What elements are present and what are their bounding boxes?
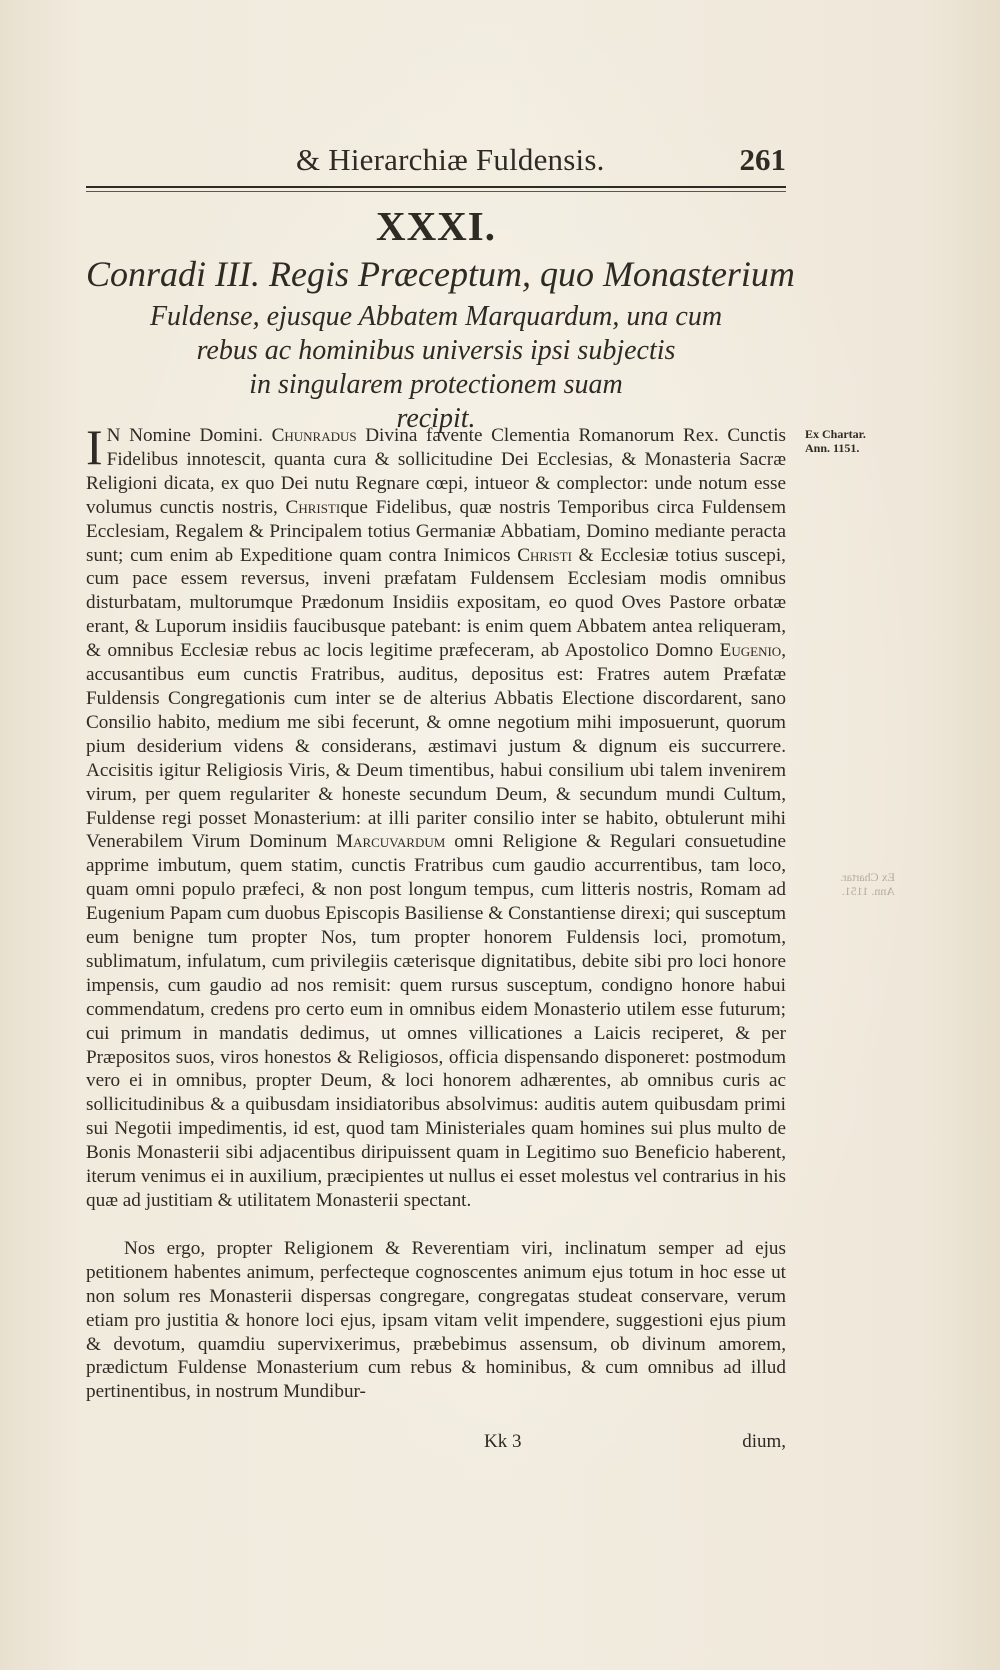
paragraph	[86, 419, 786, 1213]
text-run: & Ecclesiæ totius suscepi, cum pace essem reversus, inveni præfatam Fuldensem Ecclesiam modis omnibus disturbatam, multorumque Prædonum Insidiis expositam, eo quod Oves Pastore orbatæ erant, & Luporum insidiis faucibusque patebant: is enim quem Abbatem antea reliqueram, & omnibus Ecclesiæ rebus ac locis legitime præfeceram, ab Apostolico Domno	[86, 544, 786, 662]
small-caps-name: Chunradus	[271, 425, 357, 446]
page-footer	[86, 1431, 786, 1459]
small-caps-name: Eugenio	[719, 640, 782, 662]
body-text	[86, 419, 786, 1404]
page-number: 261	[739, 142, 786, 177]
margin-note-line: Ex Chartar.	[840, 870, 895, 884]
small-caps-name: Christi	[285, 496, 341, 518]
header-rule-thin	[86, 191, 786, 192]
title-line: rebus ac hominibus universis ipsi subjectis	[196, 335, 676, 366]
paragraph: Nos ergo, propter Religionem & Reverentiam viri, inclinatum semper ad ejus petitionem habentes animum, perfecteque cognoscentes animum ejus totum in hoc esse ut non solum res Monasterii dispersas congregare, congregatas studeat conservare, verum etiam pro justitia & honore loci ejus, ipsam vitam velit impendere, suggestioni ejus pium & devotum, quamdiu supervixerimus, præbebimus assensum, ob divinum amorem, prædictum Fuldense Monasterium cum rebus & hominibus, & cum omnibus ad illud pertinentibus, in nostrum Mundibur-	[86, 1237, 786, 1403]
text-run: , accusantibus eum cunctis Fratribus, auditus, depositus est: Fratres autem Præfatæ Fuldensis Congregationis cum inter se de alterius Abbatis Electione discordarent, sano Consilio habito, medium me sibi fecerunt, & omne negotium mihi imposuerunt, quorum pium desiderium videns & considerans, æstimavi justum & dignum eis succurrere. Accisitis igitur Religiosis Viris, & Deum timentibus, habui consilium ubi talem invenirem virum, per quem regulariter & honeste secundum Deum, & secundum mundi Cultum, Fuldense regi posset Monasterium: at illi pariter consilio inter se habito, obtulerunt mihi Venerabilem Virum Dominum	[86, 640, 786, 853]
document-title	[86, 254, 795, 439]
page-header	[86, 138, 786, 184]
document-number: XXXI.	[375, 203, 497, 249]
title-line: Conradi III. Regis Præceptum, quo Monasterium	[86, 254, 795, 294]
margin-bleed-through-note	[805, 870, 895, 898]
margin-note-line: Ann. 1151.	[805, 441, 860, 455]
text-run: omni Religione & Regulari consuetudine apprime imbutum, quem statim, cunctis Fratribus cum gaudio accurrentibus, tam loco, quam omni populo præfeci, & non post longum tempus, cum litteris nostris, Romam ad Eugenium Papam cum duobus Episcopis Basiliense & Constantiense direxi; qui susceptum eum benigne tum propter Nos, tum propter honorem Fuldensis loci, promotum, sublimatum, infulatum, cum privilegiis cæterisque dignitatibus, debite sibi pro loci honore impensis, cum gaudio ad nos remisit: quem rursus susceptum, condigno honore habui commendatum, credens pro certo eum in omnibus eidem Monasterio utilem esse futurum; cui primum in mandatis dedimus, ut omnes villicationes a Laicis reciperet, & per Præpositos suos, viros honestos & Religiosos, officia dispensando disponeret: postmodum vero ei in omnibus, propter Deum, & loci honorem adhærentes, ab omnibus curis ac sollicitudinibus & a quibusdam insidiatoribus absolvimus: auditis autem quibusdam primi sui Negotii impedimentis, id est, quod tam Ministeriales quam homines sui plus multo de Bonis Monasterii sibi adjacentibus diripuissent quam in Legitimo suo Beneficio haberent, iterum venimus ei in auxilium, præcipientes ut nullus ei esset molestus vel contrarius in his quæ ad justitiam & utilitatem Monasterii spectant.	[86, 831, 786, 1211]
title-line: recipit.	[396, 403, 476, 434]
header-rule	[86, 186, 786, 188]
margin-note-line: Ann. 1151.	[841, 884, 895, 898]
drop-cap: I	[86, 419, 103, 475]
text-run: que Fidelibus, quæ nostris Temporibus circa Fuldensem Ecclesiam, Regalem & Principalem totius Germaniæ Abbatiam, Domino mediante peracta sunt; cum enim ab Expeditione quam contra Inimicos	[86, 496, 786, 566]
text-run: N Nomine Domini.	[106, 425, 272, 446]
running-head: & Hierarchiæ Fuldensis.	[296, 142, 605, 177]
margin-source-note	[805, 427, 895, 455]
signature-mark: Kk 3	[484, 1431, 522, 1452]
small-caps-name: Marcuvardum	[336, 831, 446, 853]
margin-note-line: Ex Chartar.	[805, 427, 866, 441]
catchword: dium,	[742, 1431, 786, 1452]
text-run: Divina favente Clementia Romanorum Rex. Cunctis Fidelibus innotescit, quanta cura & sollicitudine Dei Ecclesias, & Monasteria Sacræ Religioni dicata, ex quo Dei nutu Regnare cœpi, intueor & complector: unde notum esse volumus cunctis nostris,	[86, 425, 786, 518]
small-caps-name: Christi	[517, 544, 572, 566]
title-line: in singularem protectionem suam	[249, 369, 623, 400]
title-line: Fuldense, ejusque Abbatem Marquardum, una cum	[149, 301, 723, 332]
